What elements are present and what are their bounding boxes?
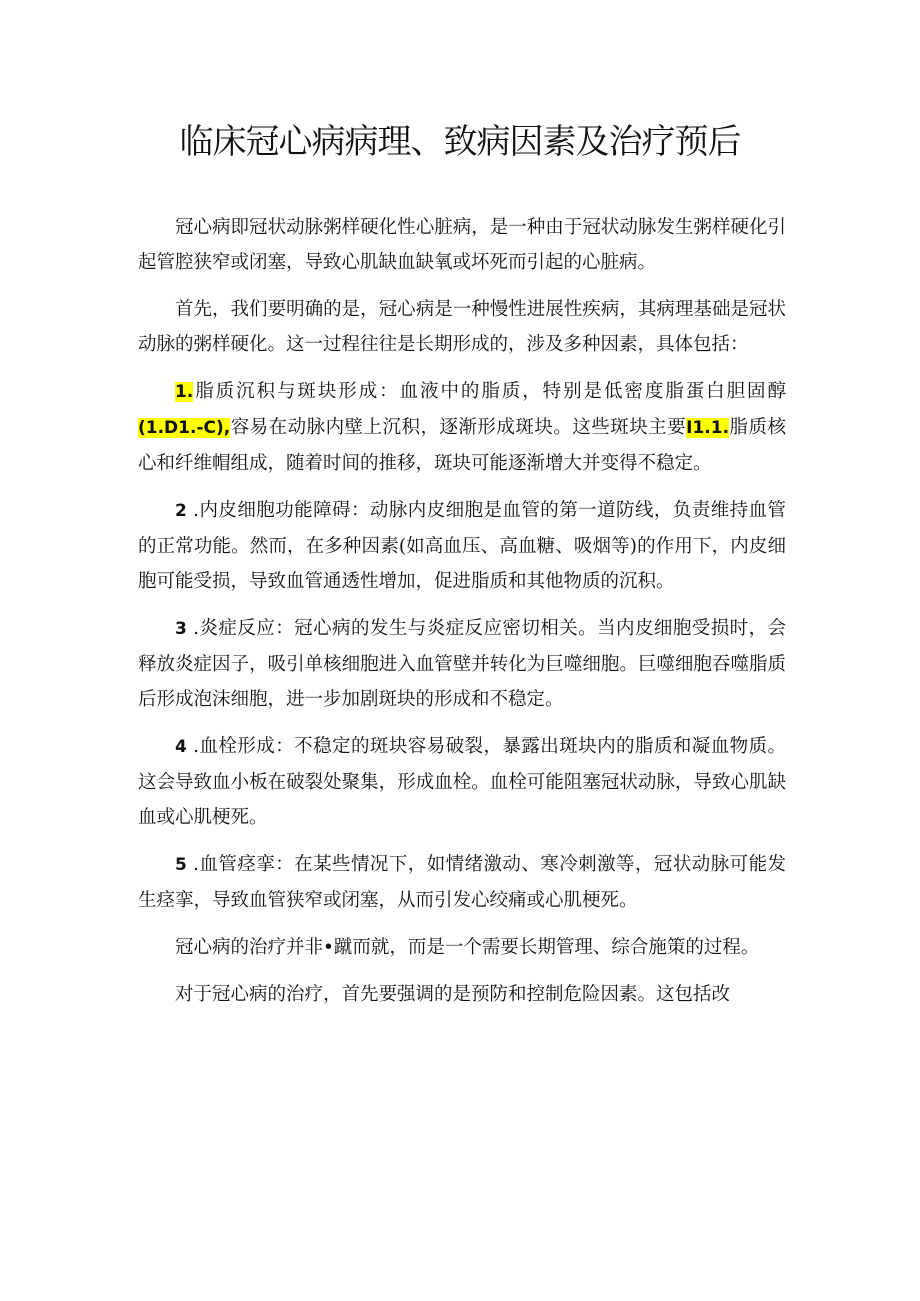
item1-text-b: 容易在动脉内壁上沉积，逐渐形成斑块。这些斑块主要 — [230, 417, 687, 438]
item-text: .血栓形成：不稳定的斑块容易破裂，暴露出斑块内的脂质和凝血物质。这会导致血小板在破裂处聚集，形成血栓。血栓可能阻塞冠状动脉，导致心肌缺血或心肌梗死。 — [138, 736, 786, 828]
list-item-5 — [138, 847, 786, 918]
paragraph-first: 首先，我们要明确的是，冠心病是一种慢性进展性疾病，其病理基础是冠状动脉的粥样硬化。这一过程往往是长期形成的，涉及多种因素，具体包括： — [138, 299, 786, 355]
item-text: .血管痉挛：在某些情况下，如情绪激动、寒冷刺激等，冠状动脉可能发生痉挛，导致血管狭窄或闭塞，从而引发心绞痛或心肌梗死。 — [138, 854, 786, 911]
highlight-abbreviation: (1.D1.-C), — [138, 418, 231, 438]
paragraph-treatment: 冠心病的治疗并非•蹴而就，而是一个需要长期管理、综合施策的过程。 — [175, 937, 760, 958]
item-number: 4 — [175, 737, 187, 757]
item-text: .炎症反应：冠心病的发生与炎症反应密切相关。当内皮细胞受损时，会释放炎症因子，吸引单核细胞进入血管壁并转化为巨噬细胞。巨噬细胞吞噬脂质后形成泡沫细胞，进一步加剧斑块的形成和不稳定。 — [138, 618, 786, 710]
paragraph-prevention: 对于冠心病的治疗，首先要强调的是预防和控制危险因素。这包括改 — [175, 984, 731, 1005]
item1-text-a: 脂质沉积与斑块形成：血液中的脂质，特别是低密度脂蛋白胆固醇 — [193, 381, 786, 402]
list-item-3 — [138, 611, 786, 717]
document-body — [138, 210, 786, 1024]
highlight-fragment: I1.1. — [686, 418, 730, 438]
item-number: 2 — [175, 501, 187, 521]
list-item-4 — [138, 729, 786, 835]
highlight-number: 1. — [175, 382, 194, 402]
item1-text-c: 脂质核心和纤维帽组成，随着时间的推移，斑块可能逐渐增大并变得不稳定。 — [138, 417, 786, 474]
list-item-1 — [138, 374, 786, 481]
document-title: 临床冠心病病理、致病因素及治疗预后 — [179, 122, 741, 162]
intro-paragraph: 冠心病即冠状动脉粥样硬化性心脏病，是一种由于冠状动脉发生粥样硬化引起管腔狭窄或闭塞，导致心肌缺血缺氧或坏死而引起的心脏病。 — [138, 217, 786, 273]
item-number: 3 — [175, 619, 187, 639]
list-item-2 — [138, 493, 786, 599]
item-number: 5 — [175, 855, 187, 875]
item-text: .内皮细胞功能障碍：动脉内皮细胞是血管的第一道防线，负责维持血管的正常功能。然而，在多种因素(如高血压、高血糖、吸烟等)的作用下，内皮细胞可能受损，导致血管通透性增加，促进脂质和其他物质的沉积。 — [138, 500, 786, 592]
